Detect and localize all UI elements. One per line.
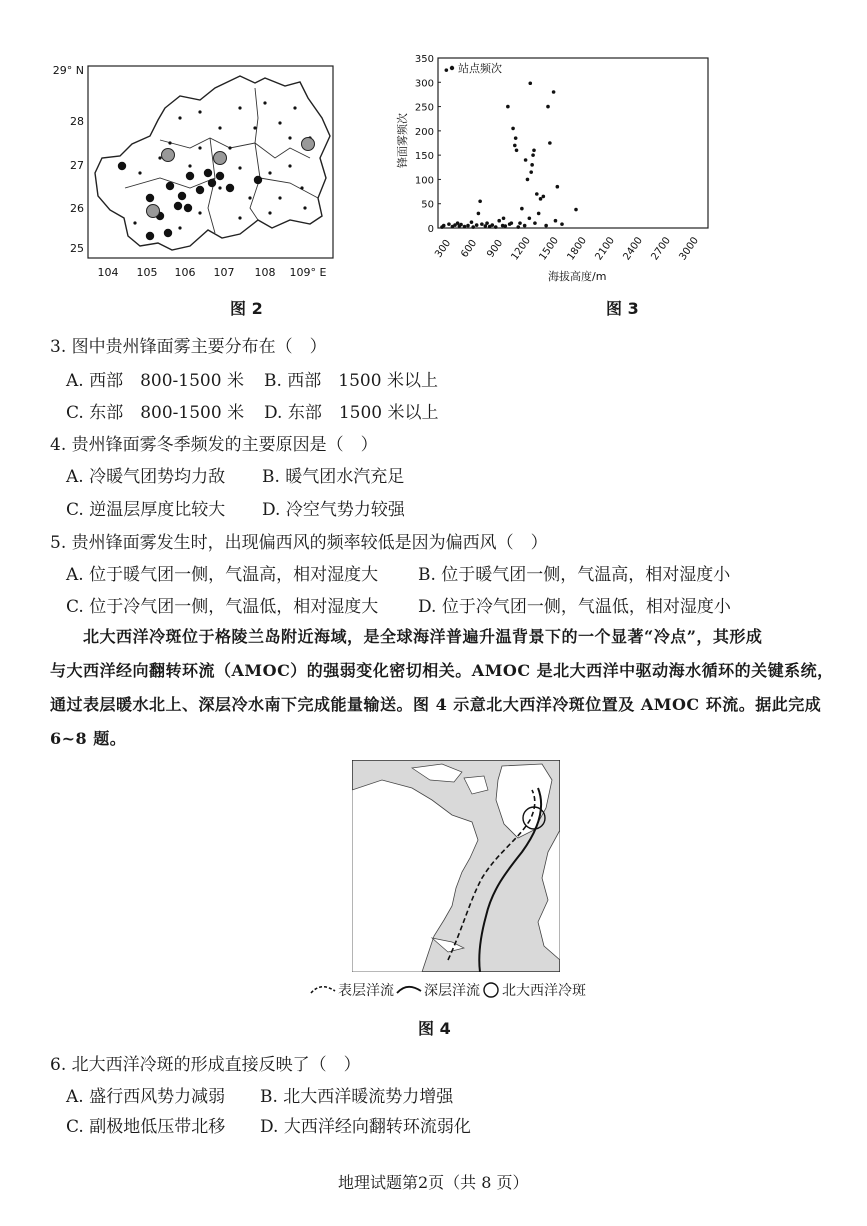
scatter-point	[574, 208, 578, 212]
station-dot	[178, 226, 181, 229]
scatter-point	[494, 225, 498, 229]
question-6-option-a: A. 盛行西风势力减弱	[66, 1087, 226, 1107]
latitude-tick-label: 27	[70, 159, 84, 172]
dashed-line-icon	[310, 984, 336, 996]
station-dot-large	[196, 186, 204, 194]
scatter-point	[515, 148, 519, 152]
scatter-point	[471, 225, 475, 229]
station-dot-large	[146, 232, 154, 240]
scatter-point	[546, 105, 550, 109]
longitude-tick-label: 105	[136, 266, 158, 279]
x-tick-label: 1200	[509, 235, 534, 263]
figure-2-map	[40, 48, 350, 298]
station-dot-large	[186, 172, 194, 180]
station-dot	[248, 196, 251, 199]
page-footer: 地理试题第2页（共 8 页）	[338, 1173, 529, 1192]
station-dot	[238, 106, 241, 109]
latitude-tick-label: 29° N	[52, 64, 84, 77]
y-tick-label: 50	[421, 199, 434, 211]
station-dot-large	[216, 172, 224, 180]
station-dot	[303, 206, 306, 209]
question-6-stem: 6. 北大西洋冷斑的形成直接反映了（ ）	[50, 1055, 361, 1075]
scatter-point	[511, 127, 515, 131]
x-tick-label: 2700	[649, 235, 674, 263]
latitude-tick-label: 28	[70, 115, 84, 128]
scatter-ylabel: 锋面雾频次	[396, 113, 409, 168]
scatter-point	[463, 225, 467, 229]
scatter-point	[537, 212, 541, 216]
station-dot-large	[184, 204, 192, 212]
x-tick-label: 1500	[537, 235, 562, 263]
question-4-option-b: B. 暖气团水汽充足	[262, 467, 405, 487]
station-dot	[218, 126, 221, 129]
scatter-point	[477, 212, 481, 216]
station-dot-large	[164, 229, 172, 237]
station-dot	[278, 196, 281, 199]
scatter-point	[544, 224, 548, 228]
legend-cold-spot-label: 北大西洋冷斑	[502, 983, 586, 999]
question-5-stem: 5. 贵州锋面雾发生时，出现偏西风的频率较低是因为偏西风（ ）	[50, 533, 548, 553]
station-dot	[300, 186, 303, 189]
passage-line-3: 通过表层暖水北上、深层冷水南下完成能量输送。图 4 示意北大西洋冷斑位置及 AMOC 环流。据此完成	[50, 695, 822, 714]
scatter-point	[466, 224, 470, 228]
longitude-tick-label: 104	[97, 266, 119, 279]
legend-surface-label: 表层洋流	[338, 983, 394, 999]
scatter-point	[480, 222, 484, 226]
y-tick-label: 300	[414, 78, 434, 90]
latitude-tick-label: 26	[70, 202, 84, 215]
question-4-stem: 4. 贵州锋面雾冬季频发的主要原因是（ ）	[50, 435, 378, 455]
scatter-point	[502, 216, 506, 220]
station-dot-large	[254, 176, 262, 184]
scatter-point	[533, 221, 537, 225]
station-dot	[178, 116, 181, 119]
scatter-point	[475, 223, 479, 227]
figure-3-caption: 图 3	[606, 299, 639, 318]
longitude-tick-label: 109° E	[289, 266, 327, 279]
station-dot	[188, 164, 191, 167]
longitude-tick-label: 108	[254, 266, 276, 279]
question-3-stem: 3. 图中贵州锋面雾主要分布在（ ）	[50, 337, 327, 357]
scatter-legend: 站点频次	[458, 62, 502, 75]
station-dot	[288, 136, 291, 139]
station-dot-large	[146, 194, 154, 202]
station-dot	[288, 164, 291, 167]
question-3-option-d: D. 东部 1500 米以上	[264, 403, 439, 423]
y-tick-label: 100	[414, 175, 434, 187]
station-dot	[228, 146, 231, 149]
x-tick-label: 2100	[593, 235, 618, 263]
scatter-point	[528, 81, 532, 85]
question-6-option-b: B. 北大西洋暖流势力增强	[260, 1087, 454, 1107]
station-dot-highlight	[214, 152, 227, 165]
scatter-point	[560, 222, 564, 226]
station-dot-large	[208, 179, 216, 187]
station-dot-large	[174, 202, 182, 210]
passage-line-2: 与大西洋经向翻转环流（AMOC）的强弱变化密切相关。AMOC 是北大西洋中驱动海水循环的关键系统，	[50, 661, 834, 680]
scatter-point	[542, 195, 546, 199]
question-3-option-a: A. 西部 800-1500 米	[66, 371, 244, 391]
station-dot-large	[178, 192, 186, 200]
station-dot	[278, 121, 281, 124]
circle-icon	[482, 981, 500, 999]
question-4-option-c: C. 逆温层厚度比较大	[66, 500, 226, 520]
scatter-point	[531, 153, 535, 157]
legend-deep-label: 深层洋流	[424, 983, 480, 999]
scatter-point	[530, 163, 534, 167]
scatter-point	[516, 225, 520, 229]
scatter-point	[459, 223, 463, 227]
scatter-point	[552, 90, 556, 94]
station-dot	[198, 110, 201, 113]
scatter-point	[506, 105, 510, 109]
scatter-point	[556, 185, 560, 189]
scatter-point	[526, 178, 530, 182]
question-5-option-d: D. 位于冷气团一侧，气温低，相对湿度小	[418, 597, 731, 617]
station-dot	[238, 166, 241, 169]
y-tick-label: 250	[414, 102, 434, 114]
scatter-point	[520, 207, 524, 211]
scatter-point	[447, 222, 451, 226]
figure-3-scatter	[390, 48, 730, 288]
scatter-point	[535, 192, 539, 196]
question-5-option-b: B. 位于暖气团一侧，气温高，相对湿度小	[418, 565, 731, 585]
station-dot	[198, 146, 201, 149]
y-tick-label: 200	[414, 126, 434, 138]
station-dot	[268, 171, 271, 174]
figure-2-caption: 图 2	[230, 299, 263, 318]
station-dot	[198, 211, 201, 214]
figure-4-legend	[310, 980, 586, 1000]
question-4-option-d: D. 冷空气势力较强	[262, 500, 405, 520]
scatter-point	[523, 224, 527, 228]
x-tick-label: 3000	[677, 235, 702, 263]
passage-line-1: 北大西洋冷斑位于格陵兰岛附近海域，是全球海洋普遍升温背景下的一个显著“冷点”，其形成	[50, 627, 763, 646]
station-dot-large	[118, 162, 126, 170]
scatter-point	[470, 220, 474, 224]
figure-4-map	[352, 760, 560, 972]
station-dot-large	[226, 184, 234, 192]
question-5-option-c: C. 位于冷气团一侧，气温低，相对湿度大	[66, 597, 379, 617]
question-3-option-c: C. 东部 800-1500 米	[66, 403, 245, 423]
scatter-point	[445, 68, 449, 72]
question-6-option-c: C. 副极地低压带北移	[66, 1117, 226, 1137]
y-tick-label: 150	[414, 151, 434, 163]
station-dot	[168, 141, 171, 144]
scatter-point	[524, 158, 528, 162]
station-dot-highlight	[147, 205, 160, 218]
station-dot-highlight	[302, 138, 315, 151]
scatter-point	[548, 141, 552, 145]
x-tick-label: 300	[433, 237, 454, 260]
figure-4-caption: 图 4	[418, 1019, 451, 1038]
station-dot-highlight	[162, 149, 175, 162]
scatter-point	[529, 170, 533, 174]
station-dot	[133, 221, 136, 224]
station-dot	[293, 106, 296, 109]
scatter-point	[532, 148, 536, 152]
x-tick-label: 600	[459, 237, 480, 260]
question-4-option-a: A. 冷暖气团势均力敌	[66, 467, 226, 487]
scatter-point	[514, 136, 518, 140]
longitude-tick-label: 107	[213, 266, 235, 279]
station-dot	[268, 211, 271, 214]
question-3-option-b: B. 西部 1500 米以上	[264, 371, 438, 391]
station-dot	[253, 126, 256, 129]
y-tick-label: 0	[427, 224, 434, 235]
scatter-point	[490, 223, 494, 227]
question-5-option-a: A. 位于暖气团一侧，气温高，相对湿度大	[66, 565, 379, 585]
scatter-point	[539, 197, 543, 201]
station-dot	[218, 186, 221, 189]
station-dot-large	[166, 182, 174, 190]
longitude-tick-label: 106	[174, 266, 196, 279]
x-tick-label: 2400	[621, 235, 646, 263]
question-6-option-d: D. 大西洋经向翻转环流弱化	[260, 1117, 471, 1137]
scatter-point	[518, 221, 522, 225]
x-tick-label: 1800	[565, 235, 590, 263]
x-tick-label: 900	[485, 237, 506, 260]
scatter-point	[528, 216, 532, 220]
station-dot	[138, 171, 141, 174]
station-dot-large	[204, 169, 212, 177]
scatter-point	[485, 221, 489, 225]
scatter-point	[510, 221, 514, 225]
scatter-point	[442, 224, 446, 228]
station-dot	[263, 101, 266, 104]
y-tick-label: 350	[414, 54, 434, 65]
latitude-tick-label: 25	[70, 242, 84, 255]
scatter-point	[513, 144, 517, 148]
scatter-point	[554, 219, 558, 223]
solid-line-icon	[396, 984, 422, 996]
station-dot	[158, 156, 161, 159]
scatter-point	[503, 224, 507, 228]
scatter-xlabel: 海拔高度/m	[548, 270, 607, 283]
scatter-point	[478, 199, 482, 203]
passage	[50, 620, 850, 756]
scatter-point	[497, 219, 501, 223]
station-dot	[238, 216, 241, 219]
passage-line-4: 6~8 题。	[50, 729, 127, 748]
